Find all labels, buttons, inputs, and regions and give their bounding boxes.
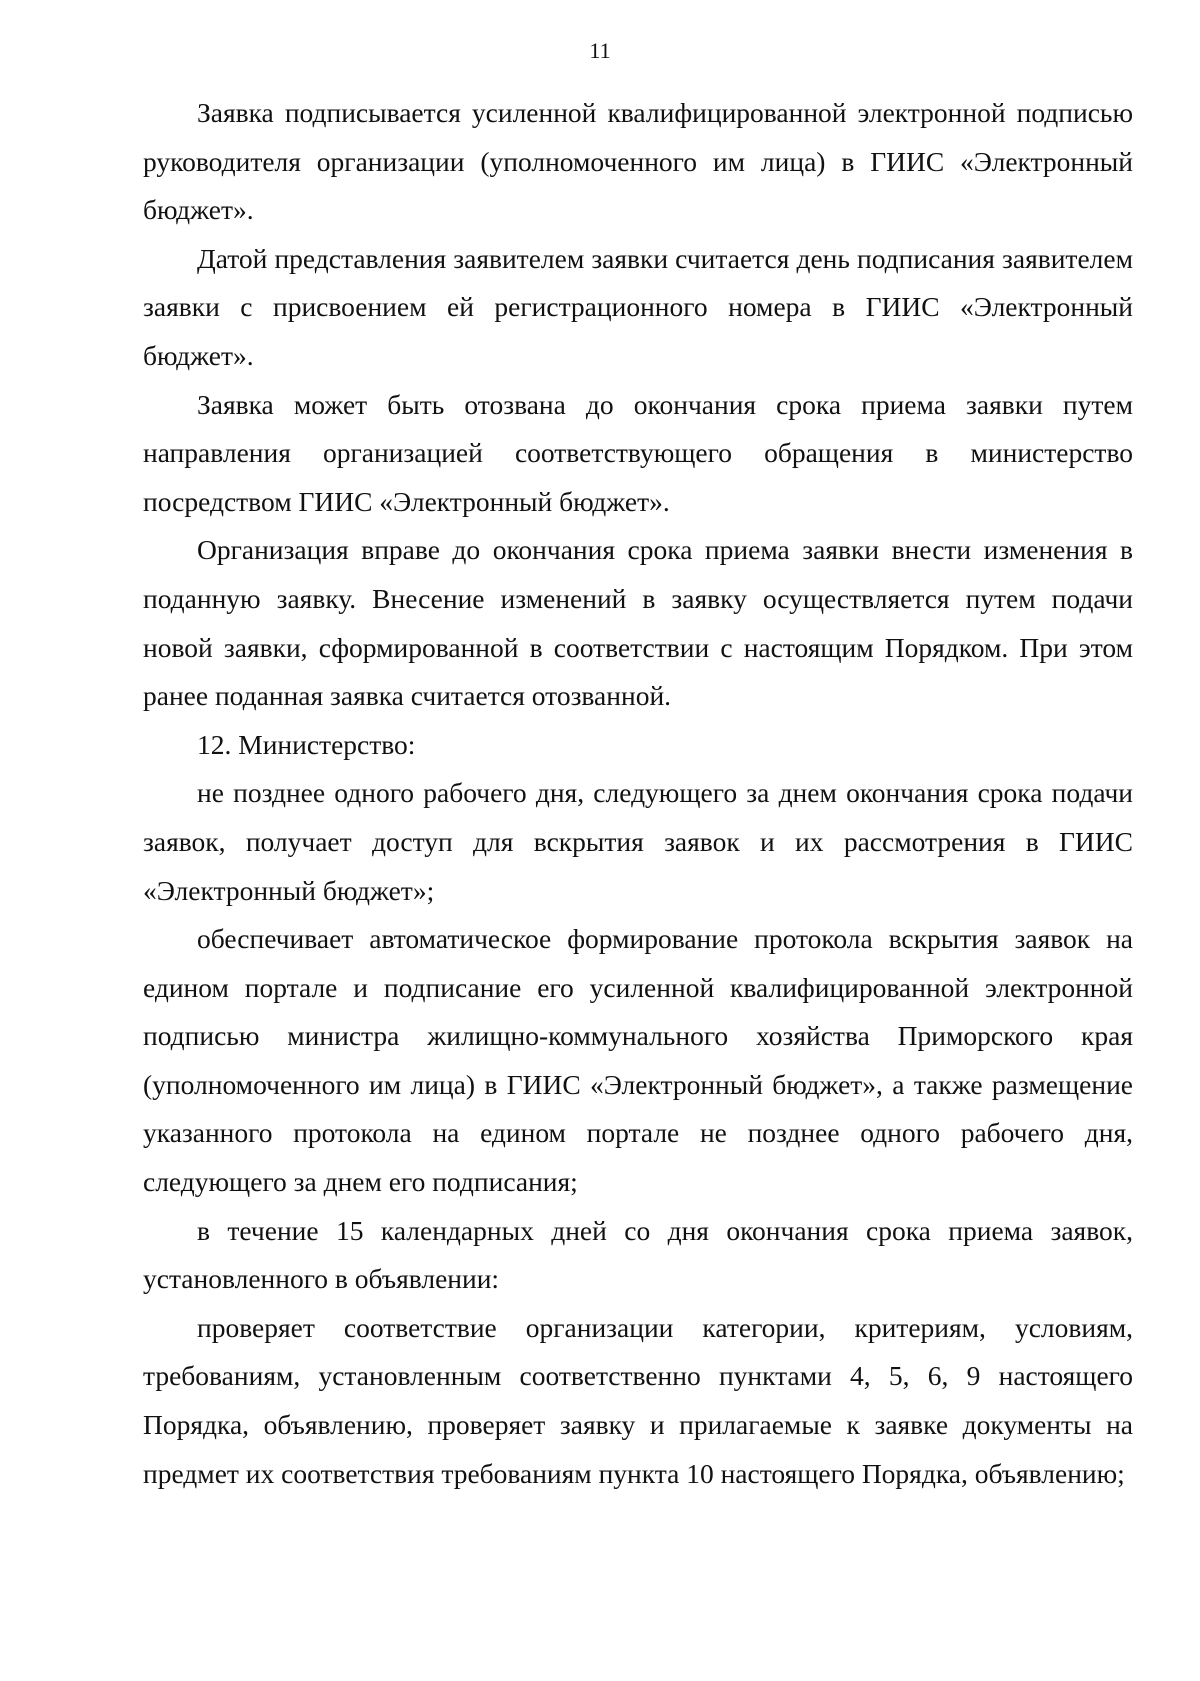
paragraph-access: не позднее одного рабочего дня, следующего за днем окончания срока подачи заявок, получает доступ для вскрытия заявок и их рассмотрения в ГИИС «Электронный бюджет»; (143, 777, 1133, 906)
paragraph-signature: Заявка подписывается усиленной квалифицированной электронной подписью руководителя организации (уполномоченного им лица) в ГИИС «Электронный бюджет». (143, 97, 1133, 226)
paragraph-compliance-check: проверяет соответствие организации категории, критериям, условиям, требованиям, установленным соответственно пунктами 4, 5, 6, 9 настоящего Порядка, объявлению, проверяет заявку и прилагаемые к заявке документы на предмет их соответствия требованиям пункта 10 настоящего Порядка, объявлению; (143, 1311, 1133, 1489)
paragraph-submission-date: Датой представления заявителем заявки считается день подписания заявителем заявки с присвоением ей регистрационного номера в ГИИС «Электронный бюджет». (143, 242, 1133, 371)
paragraph-amendments: Организация вправе до окончания срока приема заявки внести изменения в поданную заявку. Внесение изменений в заявку осуществляется путем подачи новой заявки, сформированной в соответствии с настоящим Порядком. При этом ранее поданная заявка считается отозванной. (143, 534, 1133, 712)
paragraph-ministry-heading: 12. Министерство: (197, 728, 416, 760)
document-body (143, 89, 1133, 1498)
paragraph-withdrawal: Заявка может быть отозвана до окончания срока приема заявки путем направления организацией соответствующего обращения в министерство посредством ГИИС «Электронный бюджет». (143, 388, 1133, 517)
paragraph-protocol: обеспечивает автоматическое формирование протокола вскрытия заявок на едином портале и подписание его усиленной квалифицированной электронной подписью министра жилищно-коммунального хозяйства Приморского края (уполномоченного им лица) в ГИИС «Электронный бюджет», а также размещение указанного протокола на едином портале не позднее одного рабочего дня, следующего за днем его подписания; (143, 923, 1133, 1198)
page-number: 11 (589, 38, 611, 63)
paragraph-review-period: в течение 15 календарных дней со дня окончания срока приема заявок, установленного в объявлении: (143, 1214, 1133, 1295)
